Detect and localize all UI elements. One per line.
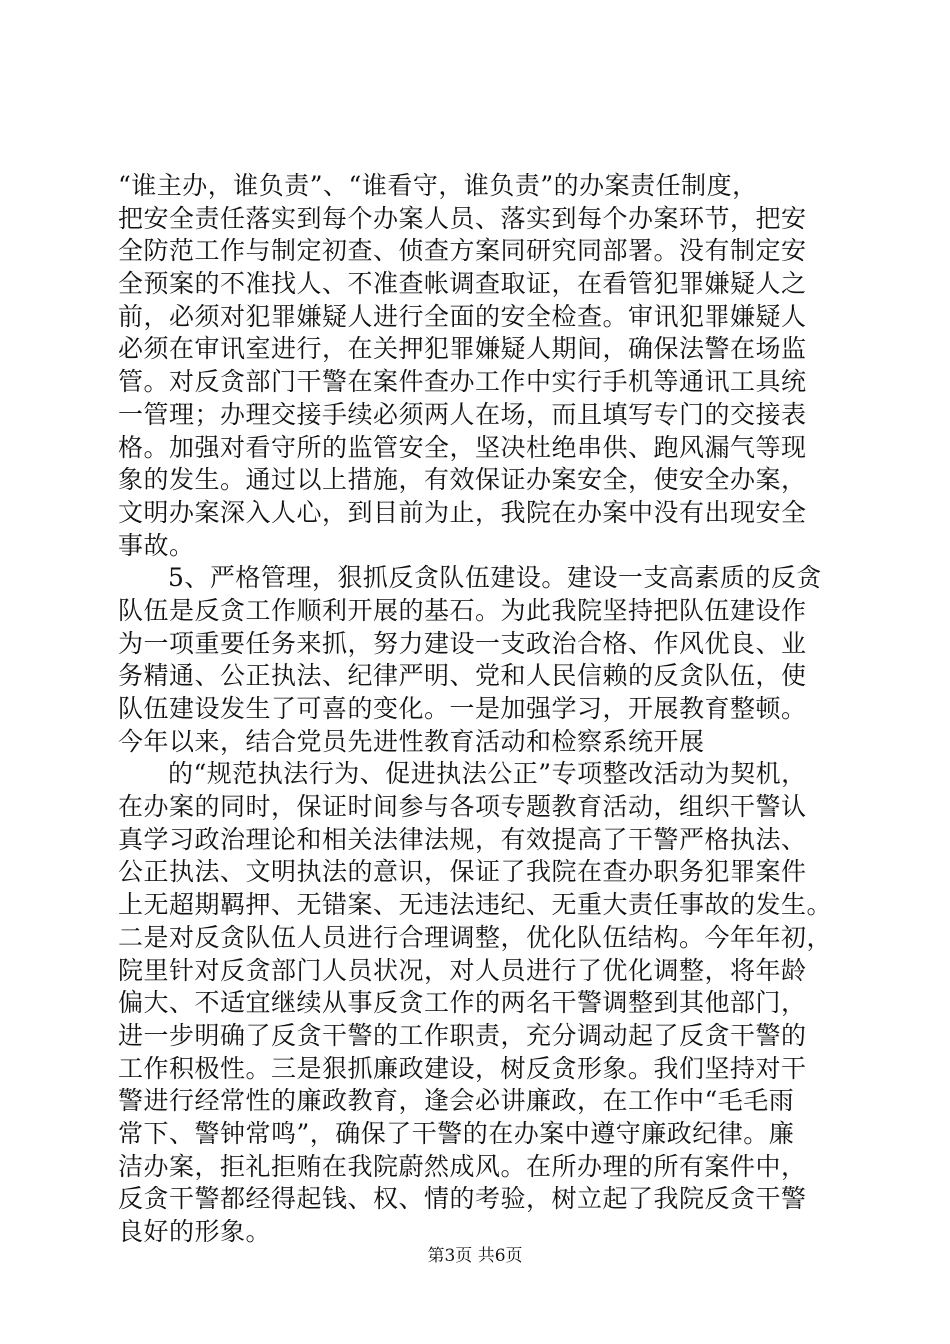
text-line: 进一步明确了反贪干警的工作职责，充分调动起了反贪干警的 bbox=[118, 1020, 807, 1050]
text-line: 良好的形象。 bbox=[118, 1217, 272, 1246]
text-line: 队伍建设发生了可喜的变化。一是加强学习，开展教育整顿。 bbox=[118, 694, 807, 723]
text-line: 务精通、公正执法、纪律严明、党和人民信赖的反贪队伍，使 bbox=[118, 661, 807, 691]
text-line: 反贪干警都经得起钱、权、情的考验，树立起了我院反贪干警 bbox=[118, 1184, 807, 1214]
page-footer: 第3页 共6页 bbox=[427, 1246, 523, 1266]
text-line: 象的发生。通过以上措施，有效保证办案安全，使安全办案， bbox=[118, 465, 807, 495]
text-line: 必须在审讯室进行，在关押犯罪嫌疑人期间，确保法警在场监 bbox=[118, 334, 807, 364]
text-line: 警进行经常性的廉政教育，逢会必讲廉政，在工作中“毛毛雨 bbox=[118, 1086, 795, 1116]
text-line: 前，必须对犯罪嫌疑人进行全面的安全检查。审讯犯罪嫌疑人 bbox=[118, 301, 807, 331]
text-line: 工作积极性。三是狠抓廉政建设，树反贪形象。我们坚持对干 bbox=[118, 1053, 807, 1083]
text-line: 上无超期羁押、无错案、无违法违纪、无重大责任事故的发生。 bbox=[118, 890, 833, 920]
text-line: 事故。 bbox=[118, 530, 195, 560]
text-line: 一管理；办理交接手续必须两人在场，而且填写专门的交接表 bbox=[118, 399, 807, 429]
text-line: 全预案的不准找人、不准查帐调查取证，在看管犯罪嫌疑人之 bbox=[118, 269, 807, 299]
text-line: 二是对反贪队伍人员进行合理调整，优化队伍结构。今年年初， bbox=[118, 922, 833, 952]
text-line: 全防范工作与制定初查、侦查方案同研究同部署。没有制定安 bbox=[118, 236, 807, 266]
text-line: 今年以来，结合党员先进性教育活动和检察系统开展 bbox=[118, 726, 705, 756]
text-line: 真学习政治理论和相关法律法规，有效提高了干警严格执法、 bbox=[118, 824, 807, 854]
text-line: 在办案的同时，保证时间参与各项专题教育活动，组织干警认 bbox=[118, 792, 807, 822]
document-body bbox=[118, 170, 848, 1249]
text-line: “谁主办，谁负责”、“谁看守，谁负责”的办案责任制度， bbox=[118, 171, 758, 200]
text-line: 5、严格管理，狠抓反贪队伍建设。建设一支高素质的反贪 bbox=[168, 563, 822, 593]
text-line: 院里针对反贪部门人员状况，对人员进行了优化调整，将年龄 bbox=[118, 955, 807, 985]
text-line: 为一项重要任务来抓，努力建设一支政治合格、作风优良、业 bbox=[118, 628, 807, 658]
text-line: 的“规范执法行为、促进执法公正”专项整改活动为契机， bbox=[168, 759, 807, 789]
text-line: 文明办案深入人心，到目前为止，我院在办案中没有出现安全 bbox=[118, 497, 807, 527]
text-line: 洁办案，拒礼拒贿在我院蔚然成风。在所办理的所有案件中， bbox=[118, 1151, 807, 1181]
text-line: 管。对反贪部门干警在案件查办工作中实行手机等通讯工具统 bbox=[118, 367, 807, 397]
text-line: 常下、警钟常鸣”，确保了干警的在办案中遵守廉政纪律。廉 bbox=[118, 1118, 795, 1148]
text-line: 格。加强对看守所的监管安全，坚决杜绝串供、跑风漏气等现 bbox=[118, 432, 807, 462]
text-line: 队伍是反贪工作顺利开展的基石。为此我院坚持把队伍建设作 bbox=[118, 595, 807, 625]
text-line: 公正执法、文明执法的意识，保证了我院在查办职务犯罪案件 bbox=[118, 857, 807, 887]
text-line: 偏大、不适宜继续从事反贪工作的两名干警调整到其他部门， bbox=[118, 988, 807, 1018]
text-line: 把安全责任落实到每个办案人员、落实到每个办案环节，把安 bbox=[118, 203, 807, 233]
